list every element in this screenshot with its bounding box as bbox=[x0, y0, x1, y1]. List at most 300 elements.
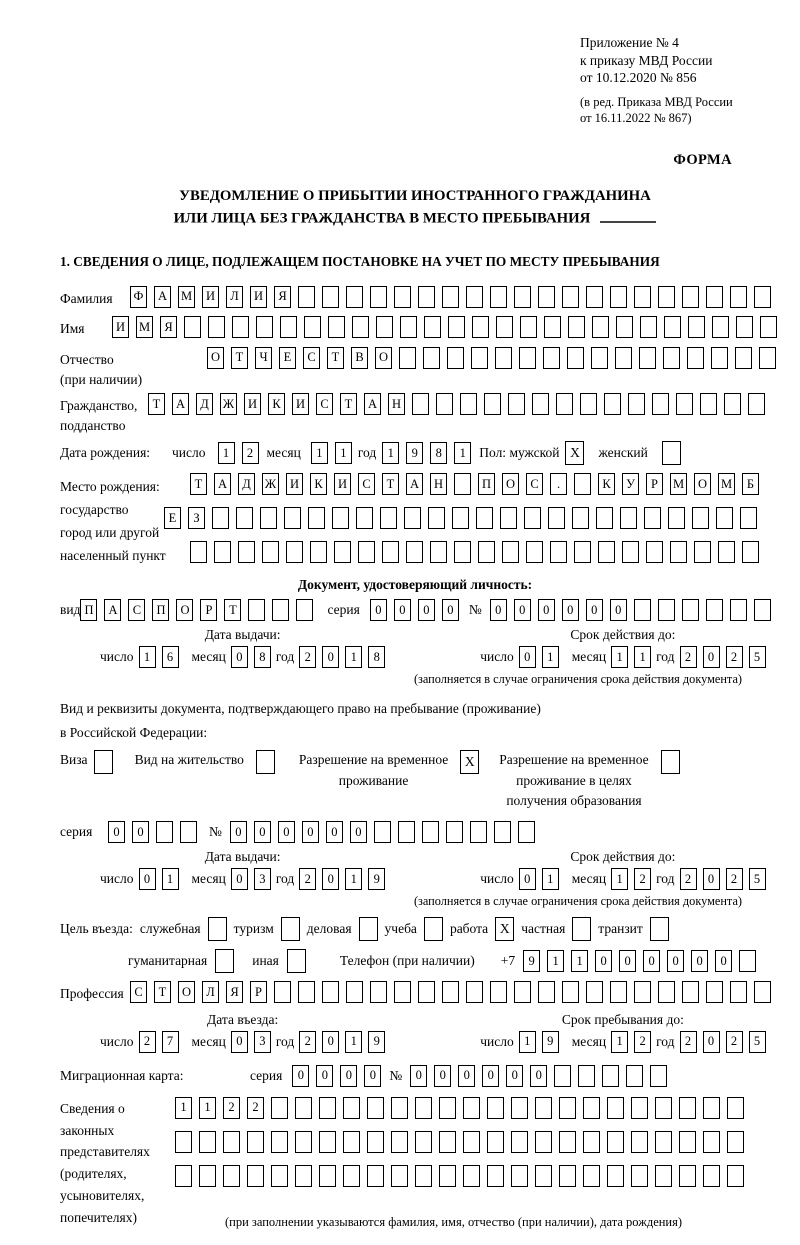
stay-number-cells[interactable] bbox=[230, 821, 535, 843]
form-cell[interactable]: 0 bbox=[506, 1065, 523, 1087]
form-cell[interactable] bbox=[448, 316, 465, 338]
form-cell[interactable] bbox=[284, 507, 301, 529]
birth-day-cells[interactable] bbox=[218, 442, 259, 464]
form-cell[interactable] bbox=[658, 286, 675, 308]
stay-until-day-cells[interactable] bbox=[519, 1031, 559, 1053]
form-cell[interactable] bbox=[271, 1131, 288, 1153]
form-cell[interactable] bbox=[256, 316, 273, 338]
form-cell[interactable] bbox=[470, 821, 487, 843]
form-cell[interactable] bbox=[343, 1131, 360, 1153]
form-cell[interactable] bbox=[400, 316, 417, 338]
form-cell[interactable] bbox=[223, 1131, 240, 1153]
form-cell[interactable]: 0 bbox=[132, 821, 149, 843]
entry-day-cells[interactable] bbox=[139, 1031, 179, 1053]
form-cell[interactable]: М bbox=[718, 473, 735, 495]
sex-male-checkbox[interactable]: X bbox=[565, 441, 584, 465]
form-cell[interactable] bbox=[391, 1097, 408, 1119]
form-cell[interactable]: Ж bbox=[262, 473, 279, 495]
profession-cells[interactable] bbox=[130, 981, 771, 1003]
form-cell[interactable]: 2 bbox=[680, 646, 697, 668]
form-cell[interactable] bbox=[727, 1131, 744, 1153]
form-cell[interactable] bbox=[334, 541, 351, 563]
form-cell[interactable]: О bbox=[502, 473, 519, 495]
form-cell[interactable]: 0 bbox=[482, 1065, 499, 1087]
form-cell[interactable] bbox=[422, 821, 439, 843]
form-cell[interactable] bbox=[519, 347, 536, 369]
form-cell[interactable] bbox=[382, 541, 399, 563]
form-cell[interactable]: 1 bbox=[345, 868, 362, 890]
visa-checkbox[interactable] bbox=[94, 750, 113, 774]
form-cell[interactable] bbox=[682, 286, 699, 308]
form-cell[interactable] bbox=[322, 981, 339, 1003]
form-cell[interactable] bbox=[602, 1065, 619, 1087]
form-cell[interactable] bbox=[610, 286, 627, 308]
form-cell[interactable]: 0 bbox=[292, 1065, 309, 1087]
form-cell[interactable] bbox=[572, 507, 589, 529]
form-cell[interactable]: 0 bbox=[586, 599, 603, 621]
form-cell[interactable]: С bbox=[303, 347, 320, 369]
form-cell[interactable]: 1 bbox=[311, 442, 328, 464]
form-cell[interactable] bbox=[332, 507, 349, 529]
form-cell[interactable]: 0 bbox=[370, 599, 387, 621]
form-cell[interactable]: 2 bbox=[299, 646, 316, 668]
form-cell[interactable] bbox=[466, 981, 483, 1003]
form-cell[interactable] bbox=[634, 599, 651, 621]
form-cell[interactable] bbox=[184, 316, 201, 338]
form-cell[interactable] bbox=[706, 286, 723, 308]
stay-valid-day-cells[interactable] bbox=[519, 868, 559, 890]
form-cell[interactable] bbox=[223, 1165, 240, 1187]
form-cell[interactable]: У bbox=[622, 473, 639, 495]
form-cell[interactable] bbox=[367, 1131, 384, 1153]
form-cell[interactable]: 2 bbox=[726, 646, 743, 668]
form-cell[interactable]: 2 bbox=[634, 868, 651, 890]
form-cell[interactable]: 1 bbox=[382, 442, 399, 464]
form-cell[interactable] bbox=[346, 981, 363, 1003]
form-cell[interactable] bbox=[631, 1131, 648, 1153]
form-cell[interactable] bbox=[308, 507, 325, 529]
form-cell[interactable]: 0 bbox=[442, 599, 459, 621]
form-cell[interactable]: С bbox=[526, 473, 543, 495]
form-cell[interactable]: 1 bbox=[335, 442, 352, 464]
form-cell[interactable]: М bbox=[178, 286, 195, 308]
doc-valid-month-cells[interactable] bbox=[611, 646, 651, 668]
form-cell[interactable] bbox=[730, 981, 747, 1003]
form-cell[interactable] bbox=[247, 1131, 264, 1153]
form-cell[interactable] bbox=[598, 541, 615, 563]
form-cell[interactable] bbox=[346, 286, 363, 308]
form-cell[interactable]: 9 bbox=[406, 442, 423, 464]
form-cell[interactable]: К bbox=[598, 473, 615, 495]
form-cell[interactable] bbox=[424, 316, 441, 338]
form-cell[interactable] bbox=[682, 981, 699, 1003]
form-cell[interactable]: 0 bbox=[364, 1065, 381, 1087]
form-cell[interactable]: 0 bbox=[139, 868, 156, 890]
form-cell[interactable] bbox=[727, 1097, 744, 1119]
form-cell[interactable] bbox=[559, 1131, 576, 1153]
form-cell[interactable] bbox=[404, 507, 421, 529]
form-cell[interactable] bbox=[367, 1097, 384, 1119]
form-cell[interactable]: О bbox=[207, 347, 224, 369]
form-cell[interactable] bbox=[716, 507, 733, 529]
stay-issue-day-cells[interactable] bbox=[139, 868, 179, 890]
form-cell[interactable] bbox=[212, 507, 229, 529]
form-cell[interactable] bbox=[412, 393, 429, 415]
form-cell[interactable]: Т bbox=[382, 473, 399, 495]
form-cell[interactable]: 0 bbox=[316, 1065, 333, 1087]
form-cell[interactable] bbox=[670, 541, 687, 563]
form-cell[interactable] bbox=[735, 347, 752, 369]
form-cell[interactable]: 0 bbox=[326, 821, 343, 843]
purpose-official-checkbox[interactable] bbox=[208, 917, 227, 941]
stay-valid-year-cells[interactable] bbox=[680, 868, 766, 890]
form-cell[interactable] bbox=[688, 316, 705, 338]
form-cell[interactable] bbox=[370, 286, 387, 308]
form-cell[interactable]: 2 bbox=[299, 1031, 316, 1053]
form-cell[interactable]: С bbox=[128, 599, 145, 621]
form-cell[interactable] bbox=[190, 541, 207, 563]
form-cell[interactable] bbox=[454, 541, 471, 563]
form-cell[interactable] bbox=[262, 541, 279, 563]
form-cell[interactable] bbox=[214, 541, 231, 563]
form-cell[interactable] bbox=[706, 981, 723, 1003]
form-cell[interactable] bbox=[535, 1131, 552, 1153]
form-cell[interactable] bbox=[442, 981, 459, 1003]
form-cell[interactable] bbox=[692, 507, 709, 529]
form-cell[interactable] bbox=[748, 393, 765, 415]
form-cell[interactable] bbox=[460, 393, 477, 415]
sex-female-checkbox[interactable] bbox=[662, 441, 681, 465]
form-cell[interactable] bbox=[399, 347, 416, 369]
form-cell[interactable]: 1 bbox=[611, 1031, 628, 1053]
form-cell[interactable] bbox=[703, 1097, 720, 1119]
form-cell[interactable] bbox=[622, 541, 639, 563]
form-cell[interactable] bbox=[452, 507, 469, 529]
form-cell[interactable]: А bbox=[364, 393, 381, 415]
form-cell[interactable] bbox=[676, 393, 693, 415]
form-cell[interactable] bbox=[754, 981, 771, 1003]
form-cell[interactable] bbox=[394, 981, 411, 1003]
form-cell[interactable]: Е bbox=[164, 507, 181, 529]
form-cell[interactable] bbox=[664, 316, 681, 338]
form-cell[interactable] bbox=[175, 1165, 192, 1187]
form-cell[interactable]: 1 bbox=[139, 646, 156, 668]
form-cell[interactable] bbox=[668, 507, 685, 529]
form-cell[interactable] bbox=[583, 1165, 600, 1187]
form-cell[interactable] bbox=[724, 393, 741, 415]
form-cell[interactable]: М bbox=[136, 316, 153, 338]
form-cell[interactable]: 1 bbox=[542, 868, 559, 890]
form-cell[interactable] bbox=[423, 347, 440, 369]
form-cell[interactable]: 0 bbox=[703, 1031, 720, 1053]
form-cell[interactable]: 0 bbox=[278, 821, 295, 843]
form-cell[interactable] bbox=[548, 507, 565, 529]
form-cell[interactable]: 5 bbox=[749, 646, 766, 668]
form-cell[interactable] bbox=[415, 1165, 432, 1187]
form-cell[interactable] bbox=[562, 286, 579, 308]
form-cell[interactable]: 9 bbox=[523, 950, 540, 972]
form-cell[interactable] bbox=[628, 393, 645, 415]
form-cell[interactable] bbox=[739, 950, 756, 972]
form-cell[interactable] bbox=[607, 1165, 624, 1187]
form-cell[interactable] bbox=[472, 316, 489, 338]
form-cell[interactable]: 8 bbox=[254, 646, 271, 668]
purpose-transit-checkbox[interactable] bbox=[650, 917, 669, 941]
form-cell[interactable] bbox=[180, 821, 197, 843]
form-cell[interactable] bbox=[511, 1097, 528, 1119]
form-cell[interactable]: Н bbox=[430, 473, 447, 495]
form-cell[interactable]: 7 bbox=[162, 1031, 179, 1053]
form-cell[interactable]: 1 bbox=[345, 1031, 362, 1053]
form-cell[interactable] bbox=[430, 541, 447, 563]
form-cell[interactable] bbox=[494, 821, 511, 843]
form-cell[interactable] bbox=[679, 1131, 696, 1153]
form-cell[interactable] bbox=[580, 393, 597, 415]
form-cell[interactable]: 3 bbox=[254, 1031, 271, 1053]
purpose-humanitarian-checkbox[interactable] bbox=[215, 949, 234, 973]
form-cell[interactable] bbox=[596, 507, 613, 529]
entry-month-cells[interactable] bbox=[231, 1031, 271, 1053]
form-cell[interactable] bbox=[559, 1165, 576, 1187]
form-cell[interactable] bbox=[658, 599, 675, 621]
form-cell[interactable] bbox=[532, 393, 549, 415]
form-cell[interactable] bbox=[247, 1165, 264, 1187]
form-cell[interactable] bbox=[538, 286, 555, 308]
form-cell[interactable] bbox=[727, 1165, 744, 1187]
birth-month-cells[interactable] bbox=[311, 442, 352, 464]
form-cell[interactable] bbox=[476, 507, 493, 529]
form-cell[interactable] bbox=[736, 316, 753, 338]
form-cell[interactable]: И bbox=[292, 393, 309, 415]
form-cell[interactable]: 2 bbox=[726, 1031, 743, 1053]
form-cell[interactable] bbox=[490, 286, 507, 308]
stay-valid-month-cells[interactable] bbox=[611, 868, 651, 890]
form-cell[interactable] bbox=[526, 541, 543, 563]
form-cell[interactable] bbox=[439, 1097, 456, 1119]
form-cell[interactable]: Т bbox=[154, 981, 171, 1003]
doc-kind-cells[interactable] bbox=[80, 599, 313, 621]
form-cell[interactable] bbox=[418, 981, 435, 1003]
form-cell[interactable]: И bbox=[202, 286, 219, 308]
form-cell[interactable]: А bbox=[214, 473, 231, 495]
form-cell[interactable]: 1 bbox=[454, 442, 471, 464]
birth-place-row3-cells[interactable] bbox=[190, 541, 759, 563]
purpose-work-checkbox[interactable]: X bbox=[495, 917, 514, 941]
representatives-row2-cells[interactable] bbox=[175, 1131, 744, 1153]
doc-series-cells[interactable] bbox=[370, 599, 459, 621]
form-cell[interactable] bbox=[356, 507, 373, 529]
form-cell[interactable] bbox=[578, 1065, 595, 1087]
form-cell[interactable]: 1 bbox=[634, 646, 651, 668]
form-cell[interactable] bbox=[352, 316, 369, 338]
form-cell[interactable] bbox=[524, 507, 541, 529]
form-cell[interactable]: 0 bbox=[715, 950, 732, 972]
form-cell[interactable] bbox=[730, 599, 747, 621]
form-cell[interactable] bbox=[415, 1131, 432, 1153]
form-cell[interactable]: 6 bbox=[162, 646, 179, 668]
form-cell[interactable] bbox=[374, 821, 391, 843]
form-cell[interactable] bbox=[310, 541, 327, 563]
form-cell[interactable]: П bbox=[478, 473, 495, 495]
stay-issue-year-cells[interactable] bbox=[299, 868, 385, 890]
form-cell[interactable] bbox=[620, 507, 637, 529]
form-cell[interactable]: С bbox=[316, 393, 333, 415]
form-cell[interactable]: Ф bbox=[130, 286, 147, 308]
form-cell[interactable] bbox=[484, 393, 501, 415]
form-cell[interactable] bbox=[615, 347, 632, 369]
form-cell[interactable]: 0 bbox=[394, 599, 411, 621]
form-cell[interactable] bbox=[260, 507, 277, 529]
form-cell[interactable]: 1 bbox=[218, 442, 235, 464]
form-cell[interactable]: З bbox=[188, 507, 205, 529]
form-cell[interactable]: 0 bbox=[340, 1065, 357, 1087]
form-cell[interactable] bbox=[248, 599, 265, 621]
form-cell[interactable] bbox=[562, 981, 579, 1003]
purpose-business-checkbox[interactable] bbox=[359, 917, 378, 941]
form-cell[interactable] bbox=[511, 1131, 528, 1153]
form-cell[interactable]: Т bbox=[190, 473, 207, 495]
form-cell[interactable] bbox=[703, 1165, 720, 1187]
form-cell[interactable] bbox=[463, 1165, 480, 1187]
form-cell[interactable]: Д bbox=[238, 473, 255, 495]
form-cell[interactable]: Т bbox=[224, 599, 241, 621]
form-cell[interactable]: Л bbox=[226, 286, 243, 308]
form-cell[interactable]: 0 bbox=[418, 599, 435, 621]
form-cell[interactable]: 0 bbox=[231, 868, 248, 890]
form-cell[interactable] bbox=[679, 1165, 696, 1187]
form-cell[interactable] bbox=[535, 1165, 552, 1187]
stay-issue-month-cells[interactable] bbox=[231, 868, 271, 890]
form-cell[interactable] bbox=[274, 981, 291, 1003]
form-cell[interactable]: 9 bbox=[368, 868, 385, 890]
form-cell[interactable] bbox=[495, 347, 512, 369]
form-cell[interactable] bbox=[655, 1165, 672, 1187]
form-cell[interactable]: 2 bbox=[223, 1097, 240, 1119]
form-cell[interactable]: П bbox=[80, 599, 97, 621]
form-cell[interactable] bbox=[428, 507, 445, 529]
form-cell[interactable] bbox=[319, 1165, 336, 1187]
form-cell[interactable] bbox=[295, 1131, 312, 1153]
form-cell[interactable] bbox=[703, 1131, 720, 1153]
form-cell[interactable] bbox=[394, 286, 411, 308]
form-cell[interactable] bbox=[655, 1131, 672, 1153]
form-cell[interactable] bbox=[236, 507, 253, 529]
given-name-cells[interactable] bbox=[112, 316, 777, 338]
form-cell[interactable] bbox=[358, 541, 375, 563]
form-cell[interactable]: Н bbox=[388, 393, 405, 415]
form-cell[interactable]: Я bbox=[226, 981, 243, 1003]
form-cell[interactable]: 8 bbox=[430, 442, 447, 464]
form-cell[interactable] bbox=[238, 541, 255, 563]
form-cell[interactable]: 2 bbox=[139, 1031, 156, 1053]
phone-cells[interactable] bbox=[523, 950, 756, 972]
form-cell[interactable] bbox=[514, 981, 531, 1003]
form-cell[interactable] bbox=[718, 541, 735, 563]
form-cell[interactable] bbox=[271, 1165, 288, 1187]
form-cell[interactable]: 3 bbox=[254, 868, 271, 890]
form-cell[interactable]: Р bbox=[646, 473, 663, 495]
form-cell[interactable] bbox=[574, 541, 591, 563]
form-cell[interactable] bbox=[518, 821, 535, 843]
form-cell[interactable]: 0 bbox=[514, 599, 531, 621]
form-cell[interactable]: 0 bbox=[231, 646, 248, 668]
doc-issue-month-cells[interactable] bbox=[231, 646, 271, 668]
form-cell[interactable] bbox=[543, 347, 560, 369]
form-cell[interactable] bbox=[496, 316, 513, 338]
form-cell[interactable]: 2 bbox=[242, 442, 259, 464]
form-cell[interactable]: 0 bbox=[322, 1031, 339, 1053]
form-cell[interactable] bbox=[232, 316, 249, 338]
form-cell[interactable] bbox=[639, 347, 656, 369]
form-cell[interactable] bbox=[156, 821, 173, 843]
form-cell[interactable] bbox=[436, 393, 453, 415]
form-cell[interactable] bbox=[511, 1165, 528, 1187]
form-cell[interactable]: 0 bbox=[230, 821, 247, 843]
form-cell[interactable] bbox=[272, 599, 289, 621]
form-cell[interactable] bbox=[508, 393, 525, 415]
form-cell[interactable] bbox=[568, 316, 585, 338]
form-cell[interactable]: И bbox=[112, 316, 129, 338]
temporary-residence-education-checkbox[interactable] bbox=[661, 750, 680, 774]
form-cell[interactable] bbox=[682, 599, 699, 621]
form-cell[interactable] bbox=[446, 821, 463, 843]
migration-series-cells[interactable] bbox=[292, 1065, 381, 1087]
form-cell[interactable]: 0 bbox=[519, 646, 536, 668]
form-cell[interactable]: И bbox=[334, 473, 351, 495]
form-cell[interactable] bbox=[415, 1097, 432, 1119]
form-cell[interactable]: 2 bbox=[726, 868, 743, 890]
form-cell[interactable] bbox=[280, 316, 297, 338]
stay-until-month-cells[interactable] bbox=[611, 1031, 651, 1053]
form-cell[interactable]: Р bbox=[200, 599, 217, 621]
form-cell[interactable]: 0 bbox=[490, 599, 507, 621]
form-cell[interactable] bbox=[471, 347, 488, 369]
form-cell[interactable] bbox=[391, 1131, 408, 1153]
form-cell[interactable]: 1 bbox=[611, 868, 628, 890]
form-cell[interactable] bbox=[296, 599, 313, 621]
form-cell[interactable]: А bbox=[104, 599, 121, 621]
form-cell[interactable] bbox=[759, 347, 776, 369]
form-cell[interactable]: Е bbox=[279, 347, 296, 369]
form-cell[interactable] bbox=[544, 316, 561, 338]
form-cell[interactable]: Д bbox=[196, 393, 213, 415]
birth-place-row2-cells[interactable] bbox=[164, 507, 757, 529]
form-cell[interactable]: П bbox=[152, 599, 169, 621]
form-cell[interactable]: 0 bbox=[703, 868, 720, 890]
form-cell[interactable]: 1 bbox=[547, 950, 564, 972]
form-cell[interactable]: Ж bbox=[220, 393, 237, 415]
form-cell[interactable]: 9 bbox=[368, 1031, 385, 1053]
form-cell[interactable]: В bbox=[351, 347, 368, 369]
form-cell[interactable]: 0 bbox=[519, 868, 536, 890]
form-cell[interactable]: 1 bbox=[199, 1097, 216, 1119]
form-cell[interactable] bbox=[574, 473, 591, 495]
form-cell[interactable] bbox=[463, 1097, 480, 1119]
representatives-row1-cells[interactable] bbox=[175, 1097, 744, 1119]
form-cell[interactable]: О bbox=[178, 981, 195, 1003]
form-cell[interactable] bbox=[442, 286, 459, 308]
form-cell[interactable]: И bbox=[286, 473, 303, 495]
form-cell[interactable] bbox=[607, 1131, 624, 1153]
form-cell[interactable] bbox=[175, 1131, 192, 1153]
form-cell[interactable] bbox=[658, 981, 675, 1003]
form-cell[interactable]: 0 bbox=[562, 599, 579, 621]
form-cell[interactable]: М bbox=[670, 473, 687, 495]
form-cell[interactable] bbox=[730, 286, 747, 308]
form-cell[interactable]: 0 bbox=[458, 1065, 475, 1087]
form-cell[interactable]: 2 bbox=[680, 868, 697, 890]
form-cell[interactable]: 5 bbox=[749, 1031, 766, 1053]
